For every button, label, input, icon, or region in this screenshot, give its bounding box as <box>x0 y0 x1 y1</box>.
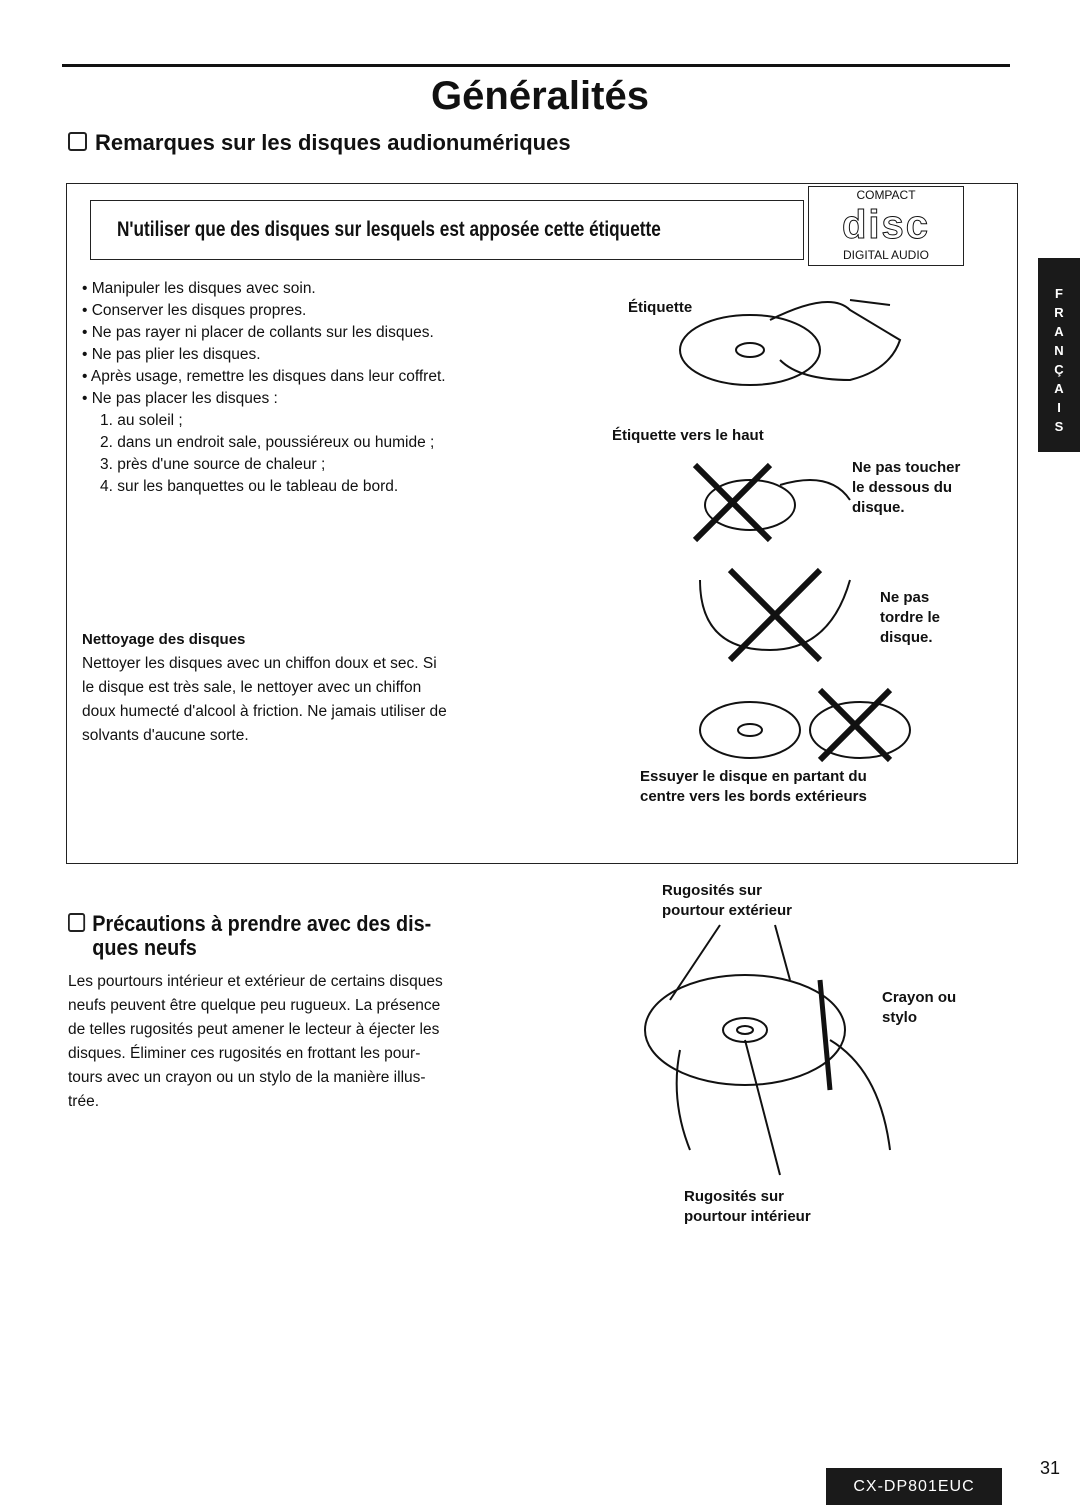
compact-disc-logo <box>808 186 964 266</box>
label-essuyer: Essuyer le disque en partant du centre vers les bords extérieurs <box>640 768 867 805</box>
label-crayon: Crayon ou stylo <box>882 989 957 1026</box>
page-number: 31 <box>1040 1458 1061 1478</box>
pencil-rubbing-disc-illustration <box>620 920 920 1185</box>
text-line: doux humecté d'alcool à friction. Ne jamais utiliser de <box>82 703 447 720</box>
label-rugosites-interieur: Rugosités sur pourtour intérieur <box>684 1188 811 1225</box>
text-line: trée. <box>68 1093 100 1110</box>
disc-hand-icon <box>680 300 900 385</box>
logo-top: COMPACT <box>856 188 916 202</box>
precautions-text <box>68 970 443 1114</box>
text-line: neufs peuvent être quelque peu rugueux. La présence <box>68 997 441 1014</box>
wipe-disc-icon <box>700 690 910 760</box>
list-item: • Ne pas rayer ni placer de collants sur les disques. <box>82 324 434 341</box>
label-ne-pas-toucher: Ne pas toucher le dessous du disque. <box>852 459 961 516</box>
list-item: • Conserver les disques propres. <box>82 302 307 319</box>
top-rule <box>62 64 1010 67</box>
notice-box <box>90 200 804 260</box>
numbered-item: 1. au soleil ; <box>100 412 183 429</box>
logo-bottom: DIGITAL AUDIO <box>842 248 929 262</box>
text-line: solvants d'aucune sorte. <box>82 727 249 744</box>
section-heading-precautions: Précautions à prendre avec des dis- ques neufs <box>68 912 431 960</box>
notice-text: N'utiliser que des disques sur lesquels est apposée cette étiquette <box>117 218 661 241</box>
text-line: Nettoyer les disques avec un chiffon doux et sec. Si <box>82 655 437 672</box>
text-line: le disque est très sale, le nettoyer avec un chiffon <box>82 679 422 696</box>
no-bend-icon <box>700 570 850 660</box>
heading-text: Remarques sur les disques audionumériques <box>95 130 571 155</box>
label-ne-pas-tordre: Ne pas tordre le disque. <box>880 589 941 646</box>
list-item: • Ne pas placer les disques : <box>82 390 278 407</box>
page-title: Généralités <box>431 74 649 118</box>
text-line: tours avec un crayon ou un stylo de la manière illus- <box>68 1069 426 1086</box>
text-line: disques. Éliminer ces rugosités en frottant les pour- <box>68 1045 421 1062</box>
section-heading-remarques <box>68 130 571 156</box>
numbered-item: 2. dans un endroit sale, poussiéreux ou humide ; <box>100 434 435 451</box>
checkbox-square-icon <box>68 913 85 932</box>
cleaning-heading: Nettoyage des disques <box>82 631 246 648</box>
label-etiquette-haut: Étiquette vers le haut <box>612 427 764 444</box>
text-line: Les pourtours intérieur et extérieur de certains disques <box>68 973 443 990</box>
cleaning-text <box>82 652 447 748</box>
numbered-item: 4. sur les banquettes ou le tableau de bord. <box>100 478 399 495</box>
label-etiquette: Étiquette <box>628 299 693 316</box>
list-item: • Après usage, remettre les disques dans leur coffret. <box>82 368 446 385</box>
text-line: de telles rugosités peut amener le lecteur à éjecter les <box>68 1021 440 1038</box>
numbered-item: 3. près d'une source de chaleur ; <box>100 456 326 473</box>
label-rugosites-exterieur: Rugosités sur pourtour extérieur <box>662 882 793 919</box>
list-item: • Ne pas plier les disques. <box>82 346 261 363</box>
model-number: CX-DP801EUC <box>826 1468 1002 1505</box>
disc-handling-illustrations <box>600 270 1020 770</box>
list-item: • Manipuler les disques avec soin. <box>82 280 316 297</box>
care-list <box>82 278 446 498</box>
language-side-tab: F R A N Ç A I S <box>1038 258 1080 452</box>
checkbox-square-icon <box>68 132 87 151</box>
logo-disc: disc <box>841 203 931 247</box>
no-touch-underside-icon <box>695 465 850 540</box>
